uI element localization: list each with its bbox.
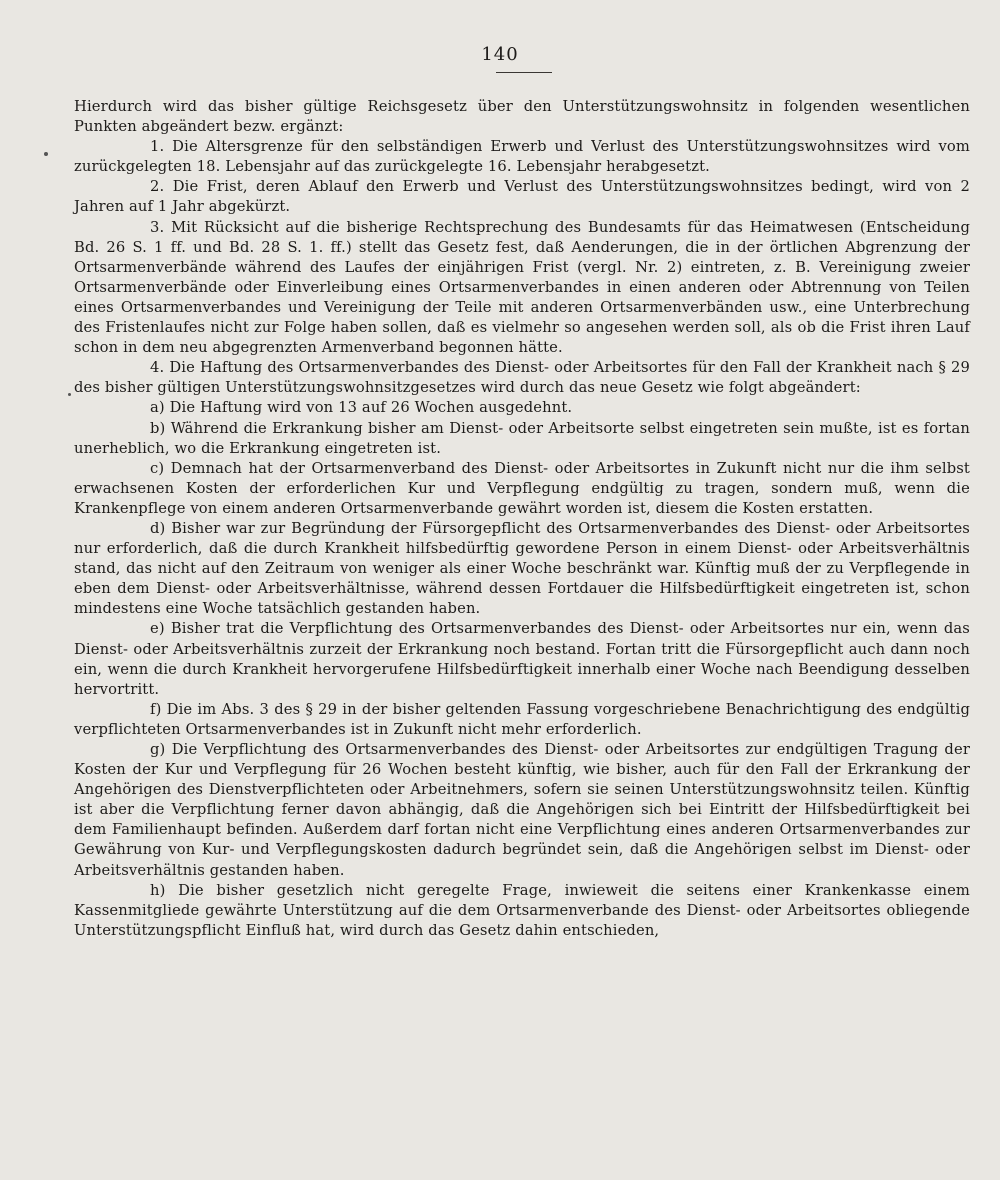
margin-mark [44,152,48,156]
subparagraph-g: g) Die Verpflichtung des Ortsarmenverbandes des Dienst- oder Arbeitsortes zur endgültigen Tragung der Kosten der Kur und Verpflegung für 26 Wochen besteht künftig, wie bisher, auch für den Fall der Erkrankung der Angehörigen des Dienstverpflichteten oder Arbeitnehmers, sofern sie seinen Unterstützungswohnsitz teilen. Künftig ist aber die Verpflichtung ferner davon abhängig, daß die Angehörigen sich bei Eintritt der Hilfsbedürftigkeit bei dem Familienhaupt befinden. Außerdem darf fortan nicht eine Verpflichtung eines anderen Ortsarmenverbandes zur Gewährung von Kur- und Verpflegungskosten dadurch begründet sein, daß die Angehörigen selbst im Dienst- oder Arbeitsverhältnis gestanden haben. [74,741,970,879]
subparagraph-d: d) Bisher war zur Begründung der Fürsorgepflicht des Ortsarmenverbandes des Dienst- oder Arbeitsortes nur erforderlich, daß die durch Krankheit hilfsbedürftig gewordene Person in einem Dienst- oder Arbeitsverhältnis stand, das nicht auf den Zeitraum von weniger als einer Woche beschränkt war. Künftig muß der zu Verpflegende in eben dem Dienst- oder Arbeitsverhältnisse, während dessen Fortdauer die Hilfsbedürftigkeit eingetreten ist, schon mindestens eine Woche tatsächlich gestanden haben. [74,519,970,618]
paragraph-3: 3. Mit Rücksicht auf die bisherige Rechtsprechung des Bundesamts für das Heimatwesen (Entscheidung Bd. 26 S. 1 ff. und Bd. 28 S. 1. ff.) stellt das Gesetz fest, daß Aenderungen, die in der örtlichen Abgrenzung der Ortsarmenverbände während des Laufes der einjährigen Frist (vergl. Nr. 2) eintreten, z. B. Vereinigung zweier Ortsarmenverbände oder Einverleibung eines Ortsarmenverbandes in einen anderen oder Abtrennung von Teilen eines Ortsarmenverbandes und Vereinigung der Teile mit anderen Ortsarmenverbänden usw., eine Unterbrechung des Fristenlaufes nicht zur Folge haben sollen, daß es vielmehr so angesehen werden soll, als ob die Frist ihren Lauf schon in dem neu abgegrenzten Armenverband begonnen hätte. [74,218,970,357]
subparagraph-f: f) Die im Abs. 3 des § 29 in der bisher geltenden Fassung vorgeschriebene Benachrichtigung des endgültig verpflichteten Ortsarmenverbandes ist in Zukunft nicht mehr erforderlich. [74,700,970,738]
subparagraph-b: b) Während die Erkrankung bisher am Dienst- oder Arbeitsorte selbst eingetreten sein mußte, ist es fortan unerheblich, wo die Erkrankung eingetreten ist. [74,419,970,457]
subparagraph-e: e) Bisher trat die Verpflichtung des Ortsarmenverbandes des Dienst- oder Arbeitsortes nur ein, wenn das Dienst- oder Arbeitsverhältnis zurzeit der Erkrankung noch bestand. Fortan tritt die Fürsorgepflicht auch dann noch ein, wenn die durch Krankheit hervorgerufene Hilfsbedürftigkeit innerhalb einer Woche nach Beendigung desselben hervortritt. [74,620,970,698]
body-text [74,97,970,941]
margin-mark [68,393,71,396]
page-number-underline [496,72,552,73]
page-number: 140 [481,44,519,65]
subparagraph-c: c) Demnach hat der Ortsarmenverband des Dienst- oder Arbeitsortes in Zukunft nicht nur die ihm selbst erwachsenen Kosten der erforderlichen Kur und Verpflegung endgültig zu tragen, sondern muß, wenn die Krankenpflege von einem anderen Ortsarmenverbande gewährt worden ist, diesem die Kosten erstatten. [74,459,970,517]
subparagraph-a: a) Die Haftung wird von 13 auf 26 Wochen ausgedehnt. [150,399,573,417]
intro-paragraph: Hierdurch wird das bisher gültige Reichsgesetz über den Unterstützungswohnsitz in folgenden wesentlichen Punkten abgeändert bezw. ergänzt: [74,98,970,136]
paragraph-4: 4. Die Haftung des Ortsarmenverbandes des Dienst- oder Arbeitsortes für den Fall der Krankheit nach § 29 des bisher gültigen Unterstützungswohnsitzgesetzes wird durch das neue Gesetz wie folgt abgeändert: [74,359,970,397]
paragraph-2: 2. Die Frist, deren Ablauf den Erwerb und Verlust des Unterstützungswohnsitzes bedingt, wird von 2 Jahren auf 1 Jahr abgekürzt. [74,178,970,216]
paragraph-1: 1. Die Altersgrenze für den selbständigen Erwerb und Verlust des Unterstützungswohnsitzes wird vom zurückgelegten 18. Lebensjahr auf das zurückgelegte 16. Lebensjahr herabgesetzt. [74,138,970,176]
subparagraph-h: h) Die bisher gesetzlich nicht geregelte Frage, inwieweit die seitens einer Krankenkasse einem Kassenmitgliede gewährte Unterstützung auf die dem Ortsarmenverbande des Dienst- oder Arbeitsortes obliegende Unterstützungspflicht Einfluß hat, wird durch das Gesetz dahin entschieden, [74,881,970,939]
